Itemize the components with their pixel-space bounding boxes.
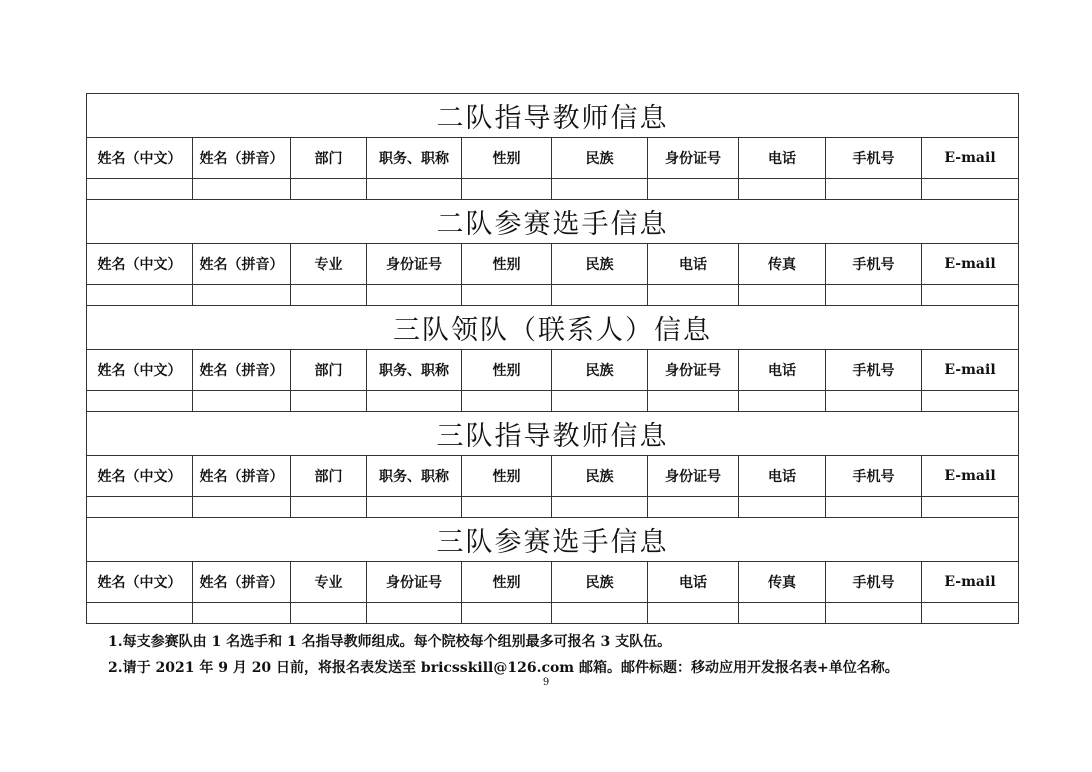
entry-cell[interactable] bbox=[367, 391, 462, 412]
section-title-row bbox=[87, 306, 1019, 350]
entry-cell[interactable] bbox=[193, 497, 291, 518]
column-header: 姓名（中文） bbox=[87, 456, 193, 497]
column-header: 电话 bbox=[648, 244, 739, 285]
column-header: 姓名（中文） bbox=[87, 562, 193, 603]
entry-cell[interactable] bbox=[648, 603, 739, 624]
column-header: 手机号 bbox=[826, 562, 922, 603]
column-header: 手机号 bbox=[826, 350, 922, 391]
column-header: 身份证号 bbox=[648, 456, 739, 497]
entry-cell[interactable] bbox=[193, 285, 291, 306]
column-header: 电话 bbox=[648, 562, 739, 603]
entry-cell[interactable] bbox=[462, 603, 552, 624]
entry-cell[interactable] bbox=[291, 285, 367, 306]
column-header: 民族 bbox=[552, 138, 648, 179]
column-header: E-mail bbox=[922, 562, 1019, 603]
entry-cell[interactable] bbox=[739, 179, 826, 200]
entry-cell[interactable] bbox=[367, 603, 462, 624]
header-row bbox=[87, 456, 1019, 497]
section-title-row bbox=[87, 518, 1019, 562]
section-title: 二队参赛选手信息 bbox=[87, 200, 1019, 244]
page-number: 9 bbox=[542, 677, 550, 688]
column-header: 性别 bbox=[462, 244, 552, 285]
column-header: 专业 bbox=[291, 244, 367, 285]
entry-cell[interactable] bbox=[87, 285, 193, 306]
entry-cell[interactable] bbox=[648, 179, 739, 200]
entry-cell[interactable] bbox=[367, 285, 462, 306]
header-row bbox=[87, 138, 1019, 179]
entry-cell[interactable] bbox=[87, 497, 193, 518]
column-header: E-mail bbox=[922, 244, 1019, 285]
entry-cell[interactable] bbox=[87, 179, 193, 200]
entry-cell[interactable] bbox=[291, 391, 367, 412]
blank-entry-row bbox=[87, 497, 1019, 518]
column-header: 姓名（中文） bbox=[87, 244, 193, 285]
column-header: 手机号 bbox=[826, 138, 922, 179]
footnote-1: 1.每支参赛队由 1 名选手和 1 名指导教师组成。每个院校每个组别最多可报名 3 支队伍。 bbox=[108, 634, 672, 650]
section-title: 二队指导教师信息 bbox=[87, 94, 1019, 138]
entry-cell[interactable] bbox=[648, 285, 739, 306]
entry-cell[interactable] bbox=[87, 391, 193, 412]
blank-entry-row bbox=[87, 285, 1019, 306]
entry-cell[interactable] bbox=[739, 497, 826, 518]
column-header: 性别 bbox=[462, 456, 552, 497]
entry-cell[interactable] bbox=[826, 603, 922, 624]
column-header: 民族 bbox=[552, 244, 648, 285]
section-title: 三队领队（联系人）信息 bbox=[87, 306, 1019, 350]
section-title: 三队参赛选手信息 bbox=[87, 518, 1019, 562]
column-header: 姓名（中文） bbox=[87, 350, 193, 391]
column-header: 传真 bbox=[739, 562, 826, 603]
blank-entry-row bbox=[87, 391, 1019, 412]
column-header: 部门 bbox=[291, 138, 367, 179]
entry-cell[interactable] bbox=[552, 285, 648, 306]
column-header: 姓名（拼音） bbox=[193, 456, 291, 497]
entry-cell[interactable] bbox=[922, 497, 1019, 518]
section-title: 三队指导教师信息 bbox=[87, 412, 1019, 456]
entry-cell[interactable] bbox=[193, 391, 291, 412]
entry-cell[interactable] bbox=[552, 497, 648, 518]
entry-cell[interactable] bbox=[462, 179, 552, 200]
header-row bbox=[87, 350, 1019, 391]
entry-cell[interactable] bbox=[462, 391, 552, 412]
column-header: E-mail bbox=[922, 456, 1019, 497]
entry-cell[interactable] bbox=[552, 603, 648, 624]
blank-entry-row bbox=[87, 179, 1019, 200]
entry-cell[interactable] bbox=[291, 603, 367, 624]
entry-cell[interactable] bbox=[922, 391, 1019, 412]
column-header: 专业 bbox=[291, 562, 367, 603]
entry-cell[interactable] bbox=[552, 391, 648, 412]
column-header: 手机号 bbox=[826, 244, 922, 285]
column-header: 姓名（拼音） bbox=[193, 244, 291, 285]
column-header: 职务、职称 bbox=[367, 456, 462, 497]
column-header: 性别 bbox=[462, 562, 552, 603]
column-header: 性别 bbox=[462, 138, 552, 179]
column-header: 身份证号 bbox=[648, 350, 739, 391]
column-header: 手机号 bbox=[826, 456, 922, 497]
entry-cell[interactable] bbox=[826, 179, 922, 200]
entry-cell[interactable] bbox=[193, 179, 291, 200]
blank-entry-row bbox=[87, 603, 1019, 624]
header-row bbox=[87, 562, 1019, 603]
column-header: E-mail bbox=[922, 138, 1019, 179]
entry-cell[interactable] bbox=[922, 603, 1019, 624]
column-header: 职务、职称 bbox=[367, 138, 462, 179]
entry-cell[interactable] bbox=[193, 603, 291, 624]
entry-cell[interactable] bbox=[462, 285, 552, 306]
column-header: 姓名（中文） bbox=[87, 138, 193, 179]
entry-cell[interactable] bbox=[739, 285, 826, 306]
column-header: 部门 bbox=[291, 456, 367, 497]
column-header: 电话 bbox=[739, 138, 826, 179]
section-title-row bbox=[87, 94, 1019, 138]
entry-cell[interactable] bbox=[87, 603, 193, 624]
entry-cell[interactable] bbox=[826, 285, 922, 306]
entry-cell[interactable] bbox=[552, 179, 648, 200]
entry-cell[interactable] bbox=[826, 391, 922, 412]
column-header: 身份证号 bbox=[648, 138, 739, 179]
header-row bbox=[87, 244, 1019, 285]
entry-cell[interactable] bbox=[826, 497, 922, 518]
entry-cell[interactable] bbox=[291, 497, 367, 518]
column-header: 部门 bbox=[291, 350, 367, 391]
column-header: 姓名（拼音） bbox=[193, 138, 291, 179]
column-header: 姓名（拼音） bbox=[193, 350, 291, 391]
column-header: 电话 bbox=[739, 350, 826, 391]
column-header: 传真 bbox=[739, 244, 826, 285]
column-header: 姓名（拼音） bbox=[193, 562, 291, 603]
column-header: 职务、职称 bbox=[367, 350, 462, 391]
entry-cell[interactable] bbox=[922, 179, 1019, 200]
column-header: 电话 bbox=[739, 456, 826, 497]
entry-cell[interactable] bbox=[739, 391, 826, 412]
column-header: E-mail bbox=[922, 350, 1019, 391]
registration-table bbox=[86, 93, 1019, 624]
column-header: 性别 bbox=[462, 350, 552, 391]
entry-cell[interactable] bbox=[739, 603, 826, 624]
section-title-row bbox=[87, 200, 1019, 244]
column-header: 身份证号 bbox=[367, 562, 462, 603]
entry-cell[interactable] bbox=[648, 391, 739, 412]
column-header: 民族 bbox=[552, 456, 648, 497]
footnote-2: 2.请于 2021 年 9 月 20 日前，将报名表发送至 bricsskill@126.com 邮箱。邮件标题：移动应用开发报名表+单位名称。 bbox=[108, 660, 899, 676]
section-title-row bbox=[87, 412, 1019, 456]
entry-cell[interactable] bbox=[648, 497, 739, 518]
column-header: 民族 bbox=[552, 350, 648, 391]
entry-cell[interactable] bbox=[462, 497, 552, 518]
entry-cell[interactable] bbox=[367, 497, 462, 518]
entry-cell[interactable] bbox=[367, 179, 462, 200]
column-header: 身份证号 bbox=[367, 244, 462, 285]
column-header: 民族 bbox=[552, 562, 648, 603]
entry-cell[interactable] bbox=[922, 285, 1019, 306]
entry-cell[interactable] bbox=[291, 179, 367, 200]
